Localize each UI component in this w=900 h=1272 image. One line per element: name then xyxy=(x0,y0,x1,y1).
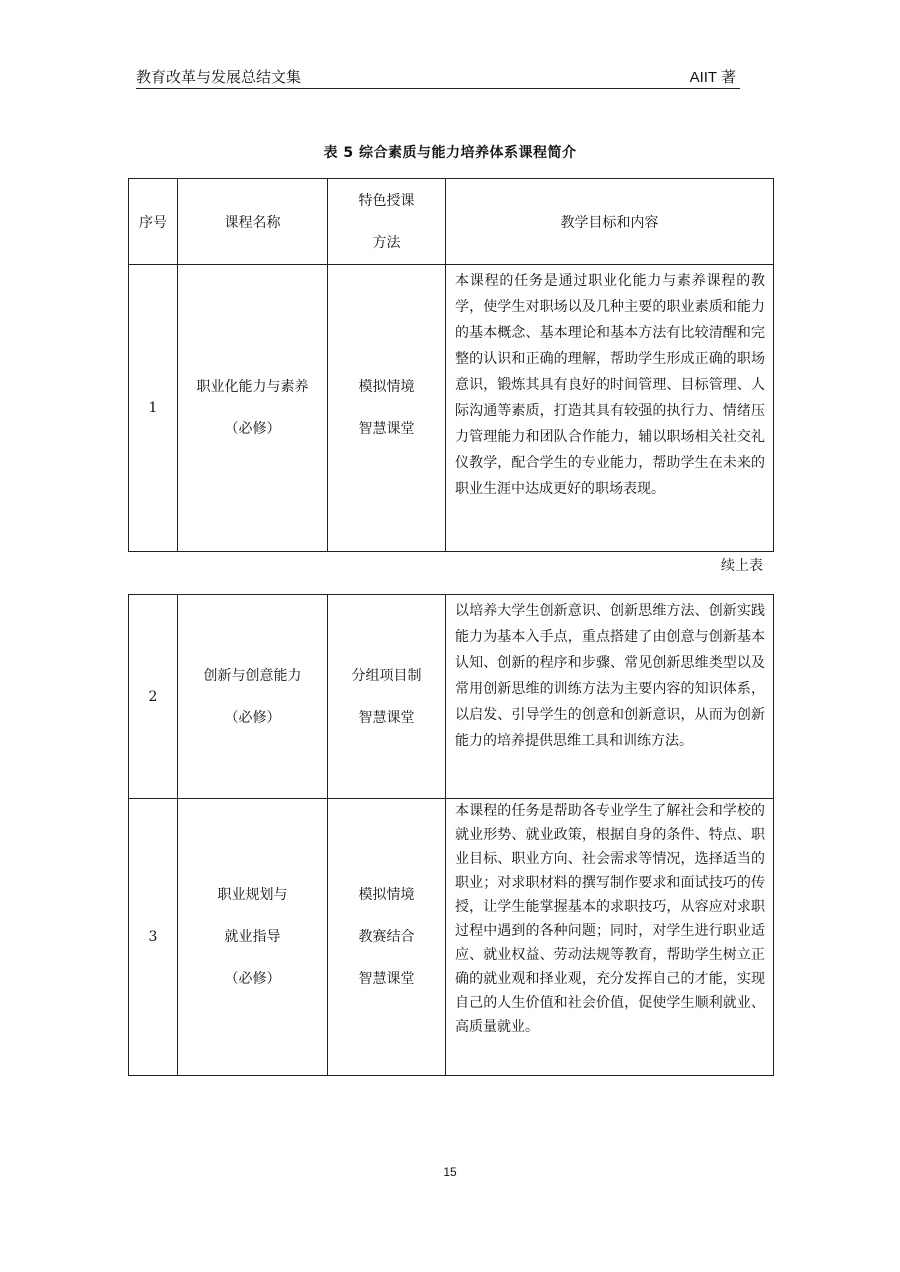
method-line: 教赛结合 xyxy=(358,929,415,945)
row-course-name xyxy=(178,595,328,799)
row-content: 以培养大学生创新意识、创新思维方法、创新实践能力为基本入手点，重点搭建了由创意与创新基本认知、创新的程序和步骤、常见创新思维类型以及常用创新思维的训练方法为主要内容的知识体系，以启发、引导学生的创意和创新意识，从而为创新能力的培养提供思维工具和训练方法。 xyxy=(446,595,774,799)
course-table-part-1 xyxy=(128,178,774,552)
course-name-line: （必修） xyxy=(224,709,281,726)
header-method-line2: 方法 xyxy=(372,234,401,251)
course-name-line: 职业化能力与素养 xyxy=(196,379,309,395)
table-row xyxy=(129,595,774,799)
running-header xyxy=(136,66,740,89)
header-method-line1: 特色授课 xyxy=(358,192,415,209)
row-course-name xyxy=(178,265,328,552)
header-book-title: 教育改革与发展总结文集 xyxy=(136,68,302,86)
table-row xyxy=(129,265,774,552)
header-author: AIIT 著 xyxy=(689,69,736,86)
course-name-line: 就业指导 xyxy=(224,929,281,945)
table-header-row xyxy=(129,179,774,265)
header-course-name: 课程名称 xyxy=(178,179,328,265)
method-line: 模拟情境 xyxy=(358,379,415,395)
row-methods xyxy=(328,799,446,1076)
method-line: 智慧课堂 xyxy=(358,709,415,726)
row-methods xyxy=(328,595,446,799)
method-line: 分组项目制 xyxy=(351,667,422,684)
row-course-name xyxy=(178,799,328,1076)
header-content: 教学目标和内容 xyxy=(446,179,774,265)
table-row xyxy=(129,799,774,1076)
method-line: 智慧课堂 xyxy=(358,971,415,987)
method-line: 模拟情境 xyxy=(358,887,415,903)
course-name-line: （必修） xyxy=(224,971,281,987)
row-content: 本课程的任务是帮助各专业学生了解社会和学校的就业形势、就业政策，根据自身的条件、特点、职业目标、职业方向、社会需求等情况，选择适当的职业；对求职材料的撰写制作要求和面试技巧的传授，让学生能掌握基本的求职技巧，从容应对求职过程中遇到的各种问题；同时，对学生进行职业适应、就业权益、劳动法规等教育，帮助学生树立正确的就业观和择业观，充分发挥自己的才能，实现自己的人生价值和社会价值，促使学生顺利就业、高质量就业。 xyxy=(446,799,774,1076)
header-seq: 序号 xyxy=(129,179,178,265)
course-name-line: 职业规划与 xyxy=(217,887,288,903)
course-name-line: （必修） xyxy=(224,421,281,437)
page-number: 15 xyxy=(443,1165,457,1179)
course-table-part-2 xyxy=(128,594,774,1076)
row-content: 本课程的任务是通过职业化能力与素养课程的教学，使学生对职场以及几种主要的职业素质和能力的基本概念、基本理论和基本方法有比较清醒和完整的认识和正确的理解，帮助学生形成正确的职场意识，锻炼其具有良好的时间管理、目标管理、人际沟通等素质，打造其具有较强的执行力、情绪压力管理能力和团队合作能力，辅以职场相关社交礼仪教学，配合学生的专业能力，帮助学生在未来的职业生涯中达成更好的职场表现。 xyxy=(446,265,774,552)
table-title: 表 5 综合素质与能力培养体系课程简介 xyxy=(323,145,577,161)
row-seq: 1 xyxy=(129,265,178,552)
row-seq: 2 xyxy=(129,595,178,799)
course-name-line: 创新与创意能力 xyxy=(203,667,302,684)
header-teaching-method xyxy=(328,179,446,265)
method-line: 智慧课堂 xyxy=(358,421,415,437)
continued-label: 续上表 xyxy=(721,558,763,574)
row-seq: 3 xyxy=(129,799,178,1076)
row-methods xyxy=(328,265,446,552)
